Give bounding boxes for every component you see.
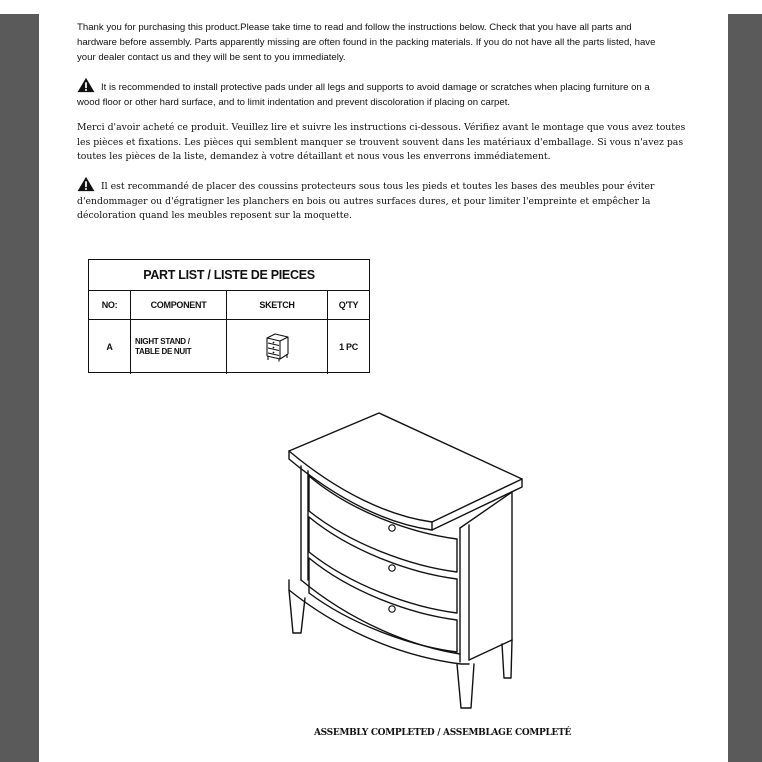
part-list-table	[88, 259, 370, 373]
assembly-caption: ASSEMBLY COMPLETED / ASSEMBLAGE COMPLETÉ	[314, 728, 572, 738]
part-list-header-row	[89, 291, 369, 320]
warning-triangle-icon	[77, 176, 95, 192]
document-page	[39, 0, 728, 762]
header-no: NO:	[89, 291, 131, 319]
warning-english	[77, 77, 669, 110]
intro-english: Thank you for purchasing this product.Please take time to read and follow the instructions below. Check that you have all parts and hardware before assembly. Parts apparently missing are often found in the packing materials. If you do not have all the parts listed, have your dealer contact us and they will be sent to you immediately.	[77, 22, 656, 63]
cell-sketch	[227, 320, 328, 374]
cell-no: A	[89, 320, 131, 374]
header-sketch: SKETCH	[227, 291, 328, 319]
intro-french: Merci d'avoir acheté ce produit. Veuillez lire et suivre les instructions ci-dessous. Vérifiez avant le montage que vous avez toutes les pièces et fixations. Les pièces qui semblent manquer se trouvent souvent dans les matériaux d'emballage. Si vous n'avez pas toutes les pièces de la liste, demandez à votre détaillant et nous vous les enverrons immédiatement.	[77, 122, 686, 163]
cell-component: NIGHT STAND / TABLE DE NUIT	[131, 320, 227, 374]
warning-triangle-icon	[77, 77, 95, 93]
header-component: COMPONENT	[131, 291, 227, 319]
warning-english-text: It is recommended to install protective pads under all legs and supports to avoid damage or scratches when placing furniture on a wood floor or other hard surface, and to limit indentation and prevent discoloration if placing on carpet.	[77, 82, 650, 108]
cell-qty: 1 PC	[339, 342, 358, 352]
viewer-margin-left	[0, 14, 39, 762]
nightstand-sketch-icon	[264, 332, 290, 362]
warning-french	[77, 176, 687, 224]
part-list-title: PART LIST / LISTE DE PIECES	[89, 260, 369, 291]
table-row	[89, 320, 369, 374]
nightstand-assembly-drawing	[279, 408, 529, 718]
header-qty: Q'TY	[338, 300, 359, 310]
warning-french-text: Il est recommandé de placer des coussins protecteurs sous tous les pieds et toutes les bases des meubles pour éviter d'endommager ou d'égratigner les planchers en bois ou autres surfaces dures, et pour limiter l'empreinte et empêcher la décoloration quand les meubles reposent sur la moquette.	[77, 181, 655, 222]
viewer-margin-right	[728, 14, 762, 762]
